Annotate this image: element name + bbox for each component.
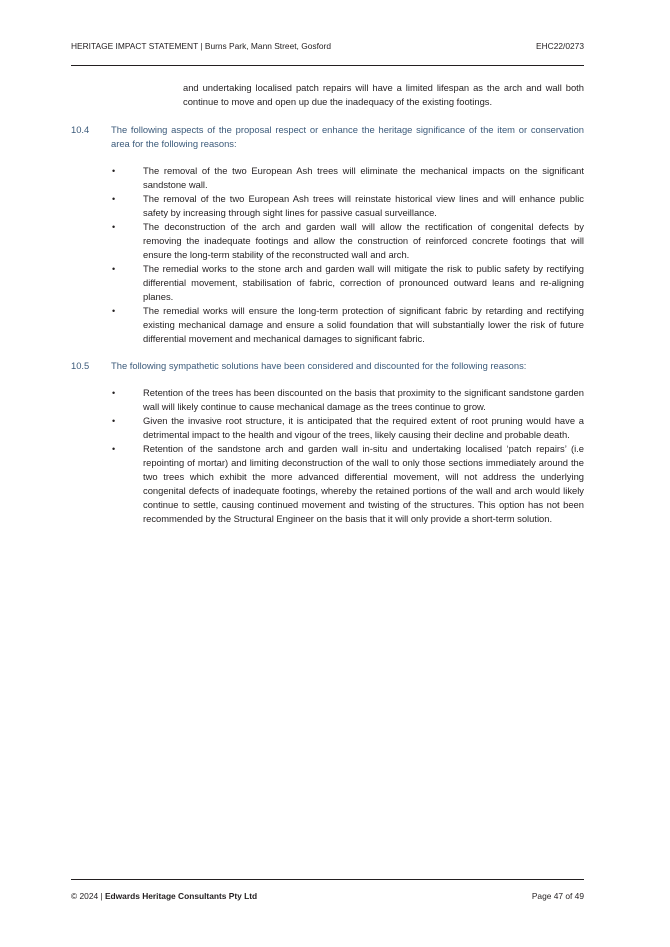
list-item-text: Given the invasive root structure, it is anticipated that the required extent of root pruning would have a detrimental impact to the health and vigour of the trees, likely causing their decline and probable death.	[143, 415, 584, 440]
list-item	[112, 304, 584, 346]
intro-paragraph: and undertaking localised patch repairs will have a limited lifespan as the arch and wall both continue to move and open up due the inadequacy of the existing footings.	[183, 82, 584, 107]
list-item-text: The deconstruction of the arch and garden wall will allow the rectification of congenital defects by removing the inadequate footings and allow the construction of reinforced concrete footings that will ensure the long-term stability of the reconstructed wall and arch.	[143, 221, 584, 260]
section-heading: The following aspects of the proposal respect or enhance the heritage significance of the item or conservation area for the following reasons:	[111, 124, 584, 149]
section-10-4	[71, 123, 584, 346]
document-title: HERITAGE IMPACT STATEMENT | Burns Park, Mann Street, Gosford	[71, 41, 332, 51]
bullet-icon: •	[112, 306, 116, 316]
footer-divider	[71, 879, 584, 880]
list-item	[112, 220, 584, 262]
section-10-5	[71, 359, 584, 526]
list-item-text: The remedial works to the stone arch and garden wall will mitigate the risk to public safety by rectifying differential movement, stabilisation of fabric, correction of pronounced outward leans and re-aligning planes.	[143, 263, 584, 302]
list-item-text: The remedial works will ensure the long-term protection of significant fabric by retarding and rectifying existing mechanical damage and ensure a solid foundation that will substantially lower the risk of future differential movement and mechanical damages to significant fabric.	[143, 305, 584, 344]
list-item	[112, 192, 584, 220]
list-item	[112, 386, 584, 414]
bullet-icon: •	[112, 264, 116, 274]
list-item	[112, 414, 584, 442]
copyright-text: © 2024 |	[71, 891, 105, 901]
bullet-icon: •	[112, 444, 116, 454]
section-number: 10.4	[71, 124, 90, 135]
section-number: 10.5	[71, 360, 90, 371]
bullet-icon: •	[112, 194, 116, 204]
list-item-text: The removal of the two European Ash trees will reinstate historical view lines and will enhance public safety by increasing through sight lines for passive casual surveillance.	[143, 193, 584, 218]
bullet-list	[71, 164, 584, 346]
list-item-text: The removal of the two European Ash trees will eliminate the mechanical impacts on the significant sandstone wall.	[143, 165, 584, 190]
bullet-icon: •	[112, 416, 116, 426]
list-item-text: Retention of the trees has been discounted on the basis that proximity to the significant sandstone garden wall will likely continue to cause mechanical damage as the trees continue to grow.	[143, 387, 584, 412]
section-heading: The following sympathetic solutions have been considered and discounted for the following reasons:	[111, 360, 527, 371]
list-item	[112, 262, 584, 304]
page-number: Page 47 of 49	[531, 891, 584, 901]
bullet-icon: •	[112, 222, 116, 232]
list-item-text: Retention of the sandstone arch and garden wall in-situ and undertaking localised ‘patch repairs’ (i.e repointing of mortar) and limiting deconstruction of the wall to only those sections immediately around the two trees which exhibit the more advanced differential movement, will not address the underlying congenital defects of inadequate footings, whereby the retained portions of the wall and arch would likely continue to settle, causing continued movement and twisting of the structures. This option has not been recommended by the Structural Engineer on the basis that it will only provide a short-term solution.	[143, 443, 584, 524]
bullet-icon: •	[112, 388, 116, 398]
bullet-list	[71, 386, 584, 526]
list-item	[112, 164, 584, 192]
company-name: Edwards Heritage Consultants Pty Ltd	[104, 891, 258, 901]
document-reference: EHC22/0273	[536, 41, 584, 51]
footer-copyright	[71, 891, 257, 901]
list-item	[112, 442, 584, 526]
header-divider	[71, 65, 584, 66]
bullet-icon: •	[112, 166, 116, 176]
